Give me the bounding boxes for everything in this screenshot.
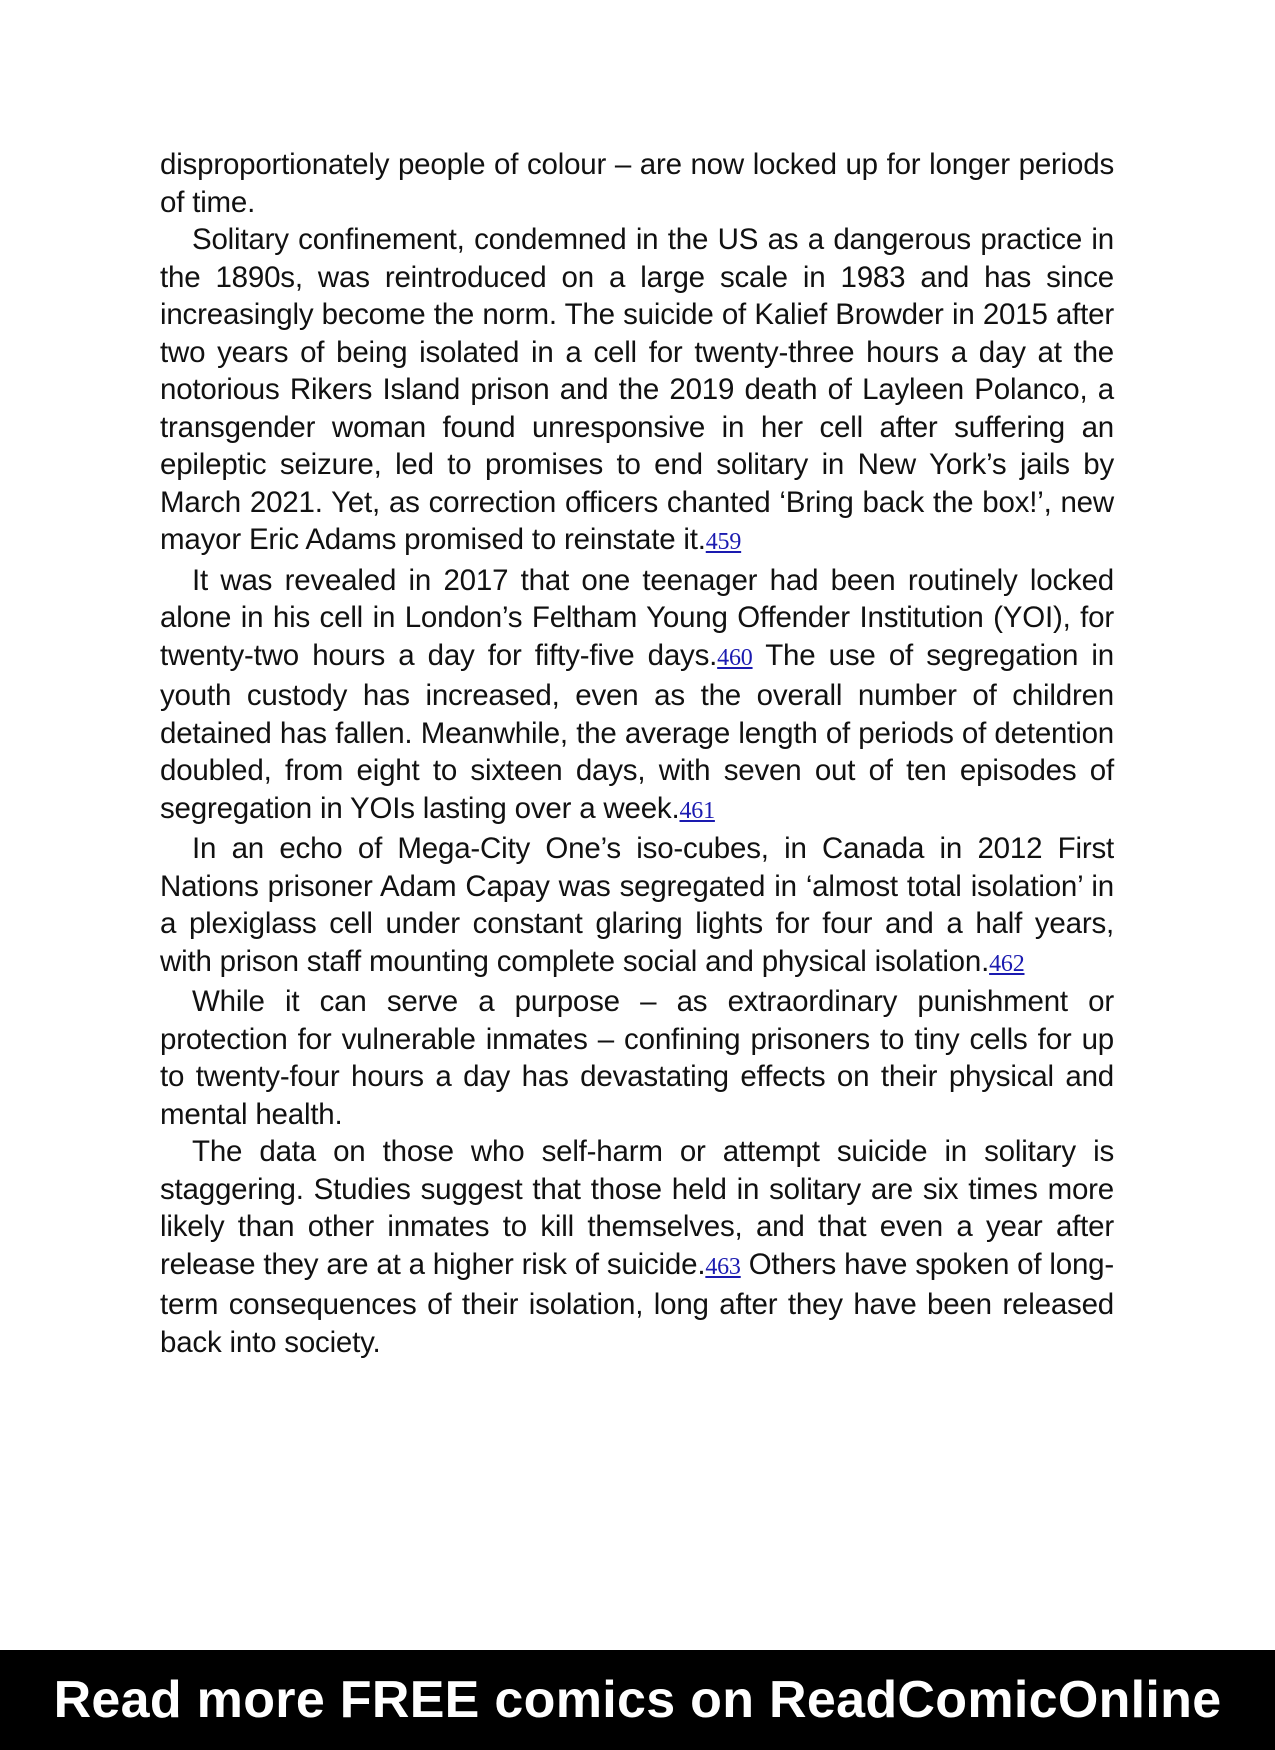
paragraph-text: Others have spoken of long-term consequences of their isolation, long after they have been released back into society.	[160, 1247, 1114, 1359]
body-text	[160, 146, 1114, 1361]
paragraph	[160, 830, 1114, 983]
paragraph	[160, 983, 1114, 1133]
footnote-link-462[interactable]: 462	[989, 950, 1025, 977]
footnote-link-463[interactable]: 463	[705, 1253, 741, 1280]
paragraph-text: The data on those who self-harm or attempt suicide in solitary is staggering. Studies suggest that those held in solitary are six times more likely than other inmates to kill themselves, and that even a year after release they are at a higher risk of suicide.	[160, 1135, 1114, 1281]
promo-banner-text[interactable]: Read more FREE comics on ReadComicOnline	[53, 1671, 1222, 1729]
paragraph-text: Solitary confinement, condemned in the US as a dangerous practice in the 1890s, was reintroduced on a large scale in 1983 and has since increasingly become the norm. The suicide of Kalief Browder in 2015 after two years of being isolated in a cell for twenty-three hours a day at the notorious Rikers Island prison and the 2019 death of Layleen Polanco, a transgender woman found unresponsive in her cell after suffering an epileptic seizure, led to promises to end solitary in New York’s jails by March 2021. Yet, as correction officers chanted ‘Bring back the box!’, new mayor Eric Adams promised to reinstate it.	[160, 223, 1114, 556]
paragraph-text: While it can serve a purpose – as extraordinary punishment or protection for vulnerable inmates – confining prisoners to tiny cells for up to twenty-four hours a day has devastating effects on their physical and mental health.	[160, 985, 1114, 1131]
footnote-link-461[interactable]: 461	[679, 797, 715, 824]
paragraph-text: In an echo of Mega-City One’s iso-cubes, in Canada in 2012 First Nations prisoner Adam Capay was segregated in ‘almost total isolation’ in a plexiglass cell under constant glaring lights for four and a half years, with prison staff mounting complete social and physical isolation.	[160, 832, 1114, 978]
paragraph	[160, 562, 1114, 831]
paragraph-text: It was revealed in 2017 that one teenager had been routinely locked alone in his cell in London’s Feltham Young Offender Institution (YOI), for twenty-two hours a day for fifty-five days.	[160, 563, 1114, 672]
paragraph-text: The use of segregation in youth custody has increased, even as the overall number of children detained has fallen. Meanwhile, the average length of periods of detention doubled, from eight to sixteen days, with seven out of ten episodes of segregation in YOIs lasting over a week.	[160, 638, 1114, 825]
paragraph	[160, 146, 1114, 221]
footnote-link-459[interactable]: 459	[705, 529, 742, 555]
promo-banner[interactable]	[0, 1650, 1275, 1750]
paragraph	[160, 221, 1114, 562]
paragraph-text: disproportionately people of colour – are now locked up for longer periods of time.	[160, 148, 1114, 219]
paragraph	[160, 1133, 1114, 1361]
footnote-link-460[interactable]: 460	[717, 644, 753, 671]
